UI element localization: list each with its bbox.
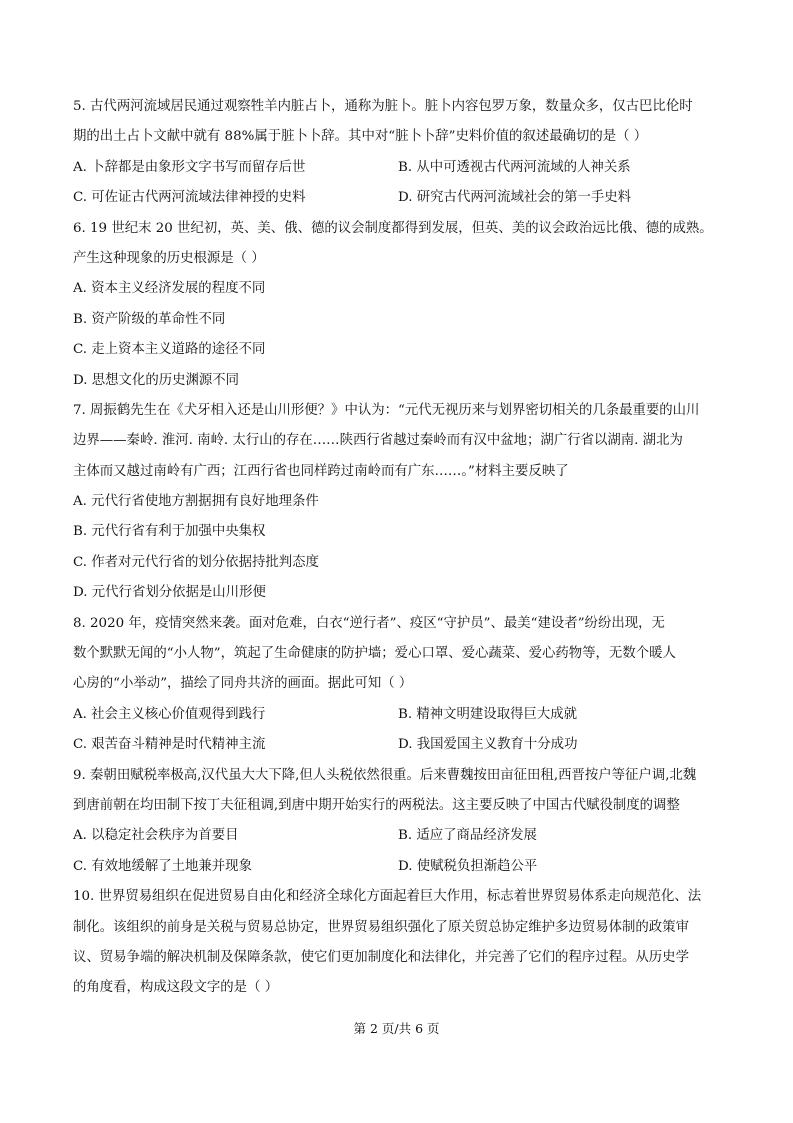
question-9-option-d: D. 使赋税负担渐趋公平	[398, 858, 538, 874]
question-7	[73, 396, 723, 609]
question-8	[73, 609, 723, 761]
question-5-option-d: D. 研究古代两河流域社会的第一手史料	[398, 190, 632, 206]
question-6-option-c: C. 走上资本主义道路的途径不同	[73, 342, 266, 358]
question-6-option-b: B. 资产阶级的革命性不同	[73, 311, 226, 327]
question-7-option-a: A. 元代行省使地方割据拥有良好地理条件	[73, 494, 319, 510]
question-5-option-b: B. 从中可透视古代两河流域的人神关系	[398, 159, 631, 175]
question-8-option-d: D. 我国爱国主义教育十分成功	[398, 737, 578, 753]
question-6	[73, 214, 723, 396]
question-8-option-b: B. 精神文明建设取得巨大成就	[398, 706, 578, 722]
question-8-option-a: A. 社会主义核心价值观得到践行	[73, 706, 266, 722]
question-10-stem-line-2: 制化。该组织的前身是关税与贸易总协定，世界贸易组织强化了原关贸总协定维护多边贸易体制的政策审	[73, 919, 689, 935]
question-10-stem-line-4: 的角度看，构成这段文字的是（ ）	[73, 980, 279, 996]
question-9-option-b: B. 适应了商品经济发展	[398, 828, 537, 844]
question-8-stem-line-2: 数个默默无闻的“小人物”，筑起了生命健康的防护墙；爱心口罩、爱心蔬菜、爱心药物等，无数个暖人	[73, 646, 676, 662]
question-7-option-c: C. 作者对元代行省的划分依据持批判态度	[73, 554, 319, 570]
question-5-options-row-2	[73, 183, 723, 213]
question-10-stem-line-3: 议、贸易争端的解决机制及保障条款，使它们更加制度化和法律化，并完善了它们的程序过程。从历史学	[73, 949, 689, 965]
question-10-stem-line-1: 10. 世界贸易组织在促进贸易自由化和经济全球化方面起着巨大作用，标志着世界贸易体系走向规范化、法	[73, 889, 702, 905]
question-8-options-row-1	[73, 700, 723, 730]
question-9-stem-line-1: 9. 秦朝田赋税率极高,汉代虽大大下降,但人头税依然很重。后来曹魏按田亩征田租,西晋按户等征户调,北魏	[73, 767, 697, 783]
question-6-stem-line-1: 6. 19 世纪末 20 世纪初，英、美、俄、德的议会制度都得到发展，但英、美的议会政治远比俄、德的成熟。	[73, 220, 713, 236]
question-7-stem-line-3: 主体而又越过南岭有广西；江西行省也同样跨过南岭而有广东……。”材料主要反映了	[73, 463, 569, 479]
question-9-option-a: A. 以稳定社会秩序为首要目	[73, 828, 239, 844]
question-7-stem-line-2: 边界——秦岭. 淮河. 南岭. 太行山的存在……陕西行省越过秦岭而有汉中盆地；湖广行省以湖南. 湖北为	[73, 433, 683, 449]
question-7-stem-line-1: 7. 周振鹤先生在《犬牙相入还是山川形便？》中认为：“元代无视历来与划界密切相关的几条最重要的山川	[73, 402, 700, 418]
question-9-options-row-1	[73, 821, 723, 851]
question-7-option-d: D. 元代行省划分依据是山川形便	[73, 585, 266, 601]
question-6-stem-line-2: 产生这种现象的历史根源是（ ）	[73, 250, 265, 266]
question-8-option-c: C. 艰苦奋斗精神是时代精神主流	[73, 737, 266, 753]
question-5-stem-line-2: 期的出土占卜文献中就有 88%属于脏卜卜辞。其中对“脏卜卜辞”史料价值的叙述最确切的是（ ）	[73, 129, 648, 145]
question-5-stem-line-1: 5. 古代两河流域居民通过观察牲羊内脏占卜，通称为脏卜。脏卜内容包罗万象，数量众多，仅古巴比伦时	[73, 99, 693, 114]
question-5	[73, 92, 723, 214]
page-number-footer: 第 2 页/共 6 页	[353, 1021, 440, 1036]
question-8-stem-line-1: 8. 2020 年，疫情突然来袭。面对危难，白衣“逆行者”、疫区“守护员”、最美“建设者”纷纷出现，无	[73, 615, 665, 631]
question-6-option-d: D. 思想文化的历史渊源不同	[73, 372, 240, 388]
question-list	[73, 92, 723, 1004]
question-8-stem-line-3: 心房的“小举动”，描绘了同舟共济的画面。据此可知（ ）	[73, 676, 413, 692]
question-5-options-row-1	[73, 153, 723, 183]
question-10	[73, 882, 723, 1004]
question-5-option-a: A. 卜辞都是由象形文字书写而留存后世	[73, 159, 306, 175]
question-9-options-row-2	[73, 852, 723, 882]
question-9	[73, 761, 723, 883]
question-6-option-a: A. 资本主义经济发展的程度不同	[73, 281, 266, 297]
question-5-option-c: C. 可佐证古代两河流域法律神授的史料	[73, 190, 306, 206]
question-9-option-c: C. 有效地缓解了土地兼并现象	[73, 858, 252, 874]
question-8-options-row-2	[73, 730, 723, 760]
question-9-stem-line-2: 到唐前朝在均田制下按丁夫征租调,到唐中期开始实行的两税法。这主要反映了中国古代赋役制度的调整	[73, 797, 680, 813]
question-7-option-b: B. 元代行省有利于加强中央集权	[73, 524, 266, 540]
